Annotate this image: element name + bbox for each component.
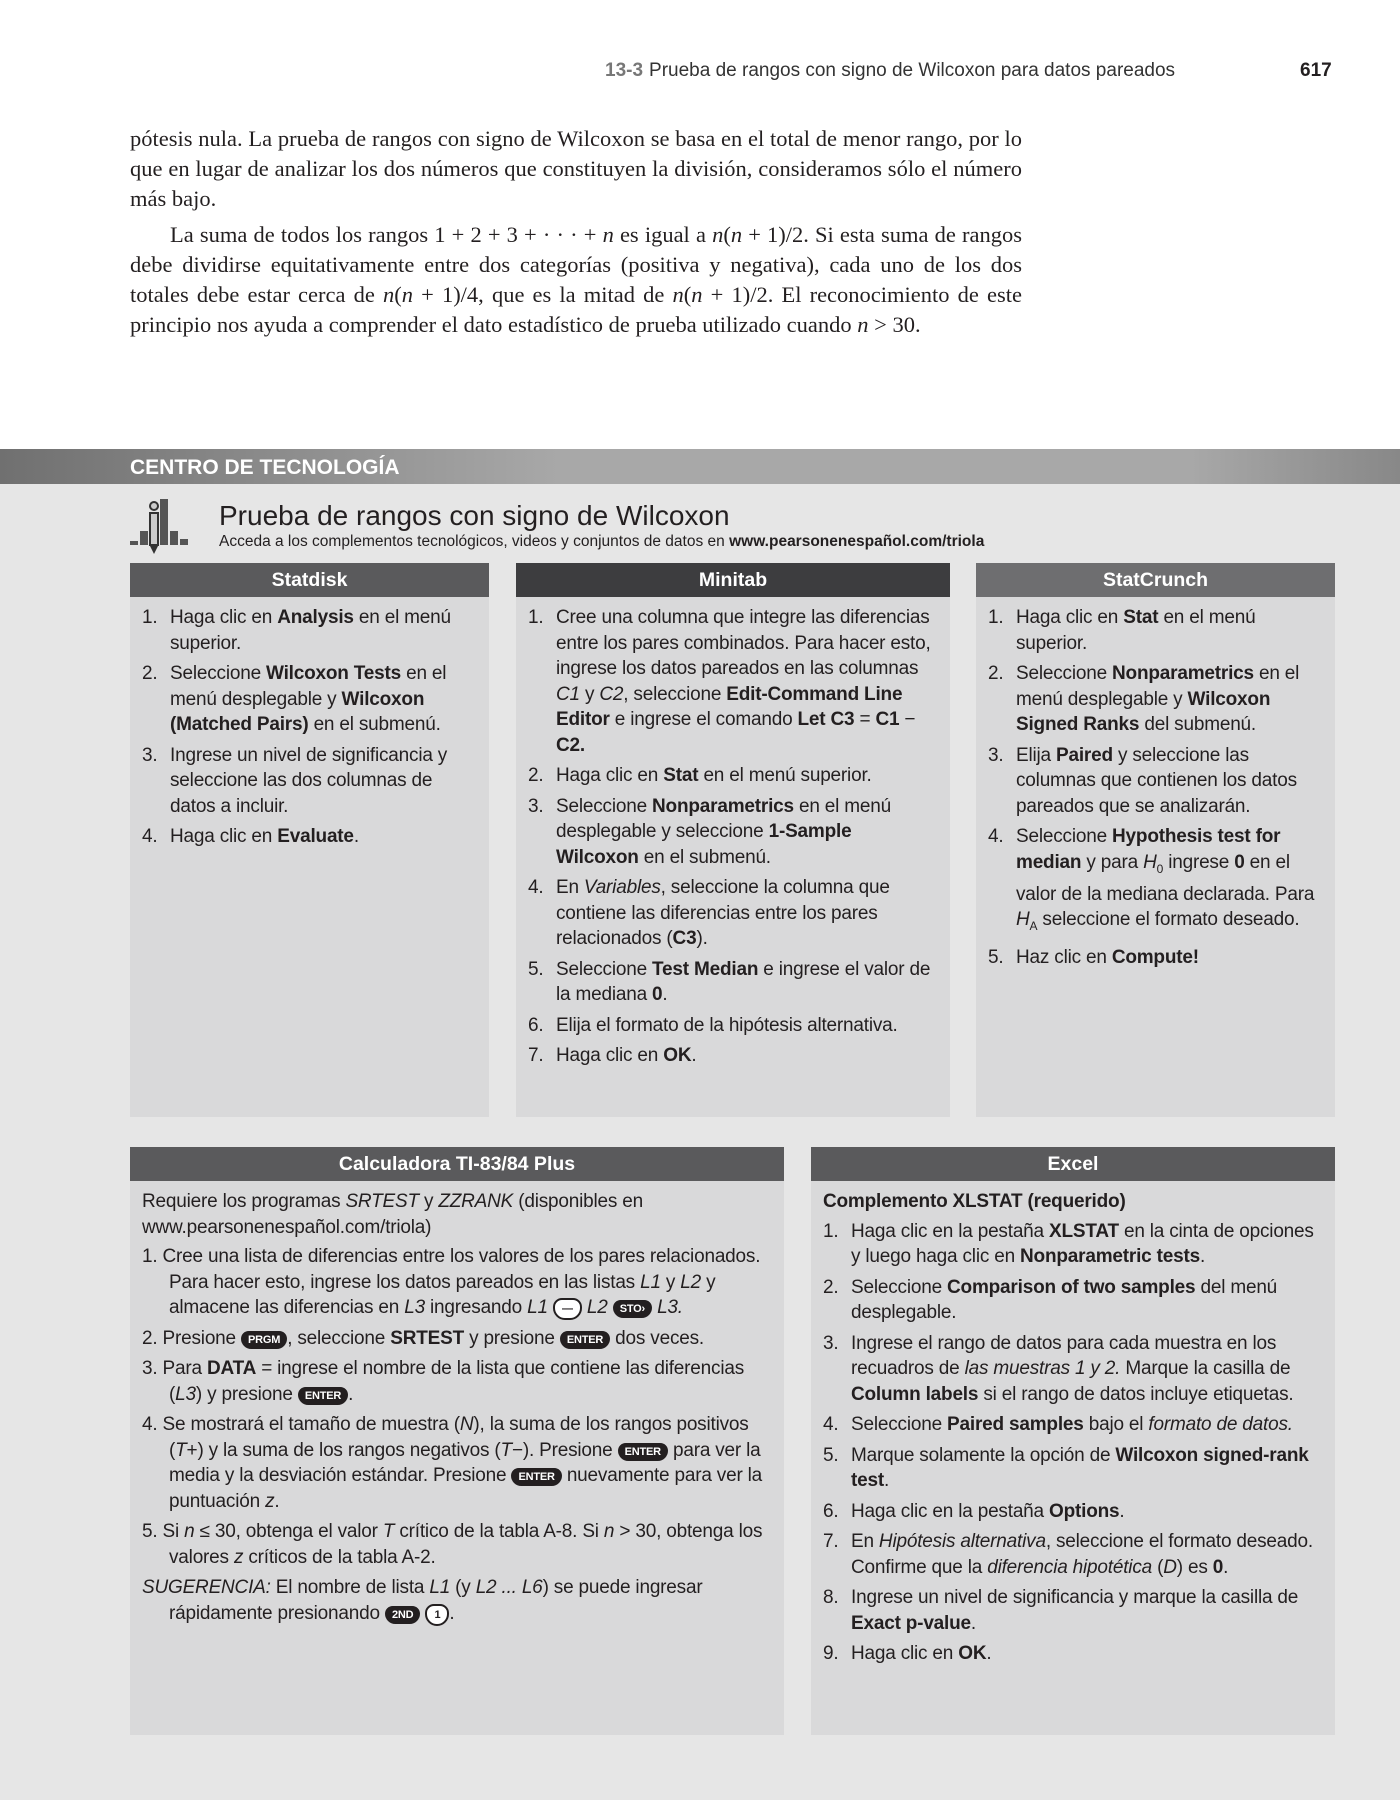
step-item bbox=[988, 945, 1321, 971]
text-run: L2 bbox=[680, 1271, 702, 1293]
step-number: 6. bbox=[528, 1014, 544, 1036]
text-run: Elija bbox=[1016, 744, 1056, 766]
text-run: Haga clic en bbox=[170, 826, 278, 847]
text-run: z bbox=[233, 1546, 244, 1568]
text-run: SUGERENCIA: bbox=[142, 1577, 271, 1598]
step-item bbox=[142, 605, 475, 656]
text-run: . bbox=[970, 1612, 976, 1634]
text-run: SRTEST bbox=[390, 1327, 464, 1349]
step-number: 2. bbox=[142, 1327, 163, 1349]
text-run: OK bbox=[958, 1643, 987, 1664]
body-text bbox=[130, 124, 1022, 340]
text-run: Seleccione bbox=[556, 795, 653, 817]
text-run: C1 bbox=[556, 683, 580, 705]
text-run: e ingrese el comando bbox=[609, 709, 798, 730]
text-run: Stat bbox=[663, 765, 699, 786]
step-number: 9. bbox=[823, 1643, 839, 1664]
text-run: Cree una lista de diferencias entre los valores de los pares relacionados. Para hacer esto, ingrese los datos pareados en las listas bbox=[162, 1246, 761, 1293]
step-number: 2. bbox=[823, 1276, 839, 1298]
step-item bbox=[528, 605, 936, 758]
text-run: Para bbox=[162, 1358, 207, 1379]
step-item bbox=[142, 824, 475, 850]
text-run: D bbox=[1163, 1556, 1177, 1578]
statcrunch-header: StatCrunch bbox=[976, 563, 1335, 597]
text-run: Haga clic en bbox=[170, 607, 278, 628]
excel-panel bbox=[811, 1147, 1335, 1735]
text-run: y presione bbox=[463, 1327, 560, 1349]
text-run: ingresando bbox=[424, 1297, 528, 1318]
statcrunch-panel bbox=[976, 563, 1335, 1117]
text-run: > 30. bbox=[868, 312, 921, 337]
calculator-key-icon: ENTER bbox=[618, 1443, 668, 1461]
text-run: Wilcoxon Tests bbox=[266, 663, 402, 684]
text-run: Requiere los programas bbox=[142, 1191, 346, 1212]
text-run: Seleccione bbox=[851, 1414, 948, 1435]
text-run: es igual a bbox=[613, 222, 713, 247]
step-number: 1. bbox=[142, 1246, 163, 1267]
text-run: 0 bbox=[1234, 851, 1245, 873]
text-run: n bbox=[730, 222, 743, 247]
text-run: en el submenú. bbox=[638, 846, 771, 868]
step-item bbox=[988, 605, 1321, 656]
text-run: . bbox=[353, 826, 359, 847]
text-run: n bbox=[603, 1521, 615, 1542]
text-run: T bbox=[175, 1439, 187, 1461]
ti-steps bbox=[142, 1244, 770, 1570]
step-number: 7. bbox=[823, 1531, 839, 1552]
step-number: 1. bbox=[142, 607, 158, 628]
text-run: L1 bbox=[640, 1271, 661, 1293]
step-number: 4. bbox=[528, 877, 544, 898]
text-run: Marque la casilla de bbox=[1120, 1358, 1291, 1379]
text-run: L3 bbox=[404, 1297, 425, 1318]
statdisk-panel bbox=[130, 563, 489, 1117]
text-run: Seleccione bbox=[1016, 663, 1113, 684]
step-number: 5. bbox=[988, 946, 1004, 968]
text-run: Elija el formato de la hipótesis alternativa. bbox=[556, 1014, 898, 1036]
text-run: = bbox=[854, 709, 876, 730]
text-run: . bbox=[348, 1383, 354, 1405]
text-run: Nonparametrics bbox=[1112, 663, 1254, 684]
excel-steps bbox=[823, 1219, 1321, 1667]
text-run: . bbox=[986, 1643, 992, 1664]
text-run: si el rango de datos incluye etiquetas. bbox=[978, 1383, 1294, 1405]
step-item bbox=[528, 1043, 936, 1069]
text-run: El nombre de lista bbox=[270, 1577, 430, 1598]
calculator-key-icon: ENTER bbox=[298, 1387, 348, 1405]
step-number: 5. bbox=[142, 1521, 163, 1542]
text-run: , seleccione bbox=[623, 683, 727, 705]
text-run: ZZRANK bbox=[438, 1191, 514, 1212]
text-run: La suma de todos los rangos 1 + 2 + 3 + · · · + bbox=[170, 222, 603, 247]
text-run: ( bbox=[394, 282, 402, 307]
text-run: Se mostrará el tamaño de muestra ( bbox=[162, 1414, 460, 1435]
text-run: Compute! bbox=[1111, 946, 1199, 968]
text-run: A bbox=[1029, 919, 1038, 934]
text-run: Haga clic en la pestaña bbox=[851, 1500, 1049, 1522]
text-run: n bbox=[383, 282, 395, 307]
step-item bbox=[823, 1443, 1321, 1494]
text-run: H bbox=[1016, 909, 1030, 931]
ti-calculator-panel bbox=[130, 1147, 784, 1735]
text-run: en el submenú. bbox=[308, 714, 441, 735]
text-run: 0 bbox=[1212, 1556, 1224, 1578]
text-run: en el menú superior. bbox=[170, 607, 451, 654]
text-run: +) y la suma de los rangos negativos ( bbox=[186, 1439, 501, 1461]
calculator-key-icon: ENTER bbox=[511, 1468, 561, 1486]
step-item bbox=[988, 743, 1321, 820]
tech-title: Prueba de rangos con signo de Wilcoxon bbox=[219, 500, 730, 531]
text-run: en el menú desplegable y seleccione bbox=[556, 795, 891, 842]
text-run: , seleccione la columna que contiene las diferencias entre los pares relacionados ( bbox=[556, 877, 890, 949]
text-run: T bbox=[500, 1439, 512, 1461]
step-item bbox=[142, 1356, 770, 1407]
text-run: C2 bbox=[599, 683, 624, 705]
text-run: Nonparametrics bbox=[652, 795, 794, 817]
calculator-key-icon: — bbox=[553, 1298, 582, 1320]
text-run: Marque solamente la opción de bbox=[851, 1444, 1116, 1466]
text-run: Evaluate bbox=[277, 826, 354, 847]
text-run: . bbox=[1223, 1556, 1229, 1578]
step-number: 2. bbox=[142, 663, 158, 684]
step-number: 3. bbox=[142, 1358, 163, 1379]
tech-subtitle bbox=[219, 533, 984, 551]
minitab-header: Minitab bbox=[516, 563, 950, 597]
text-run: (y bbox=[450, 1577, 476, 1598]
text-run: L1 bbox=[527, 1297, 548, 1318]
text-run: Analysis bbox=[277, 607, 354, 628]
text-run: + 1)/2. El reconocimiento de este principio nos ayuda a comprender el dato estadístico de prueba utilizado cuando bbox=[130, 282, 1022, 337]
text-run: OK bbox=[663, 1045, 692, 1066]
text-run: y bbox=[579, 683, 600, 705]
step-number: 4. bbox=[142, 826, 158, 847]
text-run: L2 ... L6 bbox=[475, 1577, 543, 1598]
paragraph: pótesis nula. La prueba de rangos con signo de Wilcoxon se basa en el total de menor rango, por lo que en lugar de analizar los dos números que constituyen la división, consideramos sólo el número más bajo. bbox=[130, 126, 1022, 211]
text-run: − bbox=[899, 709, 916, 730]
text-run: Stat bbox=[1123, 607, 1159, 628]
text-run: Test Median bbox=[652, 958, 759, 980]
step-number: 3. bbox=[988, 744, 1004, 766]
step-number: 8. bbox=[823, 1587, 839, 1608]
text-run: críticos de la tabla A-2. bbox=[243, 1546, 436, 1568]
text-run: ). bbox=[696, 928, 708, 949]
text-run: Hipótesis alternativa bbox=[878, 1531, 1046, 1552]
text-run: , seleccione el formato deseado. Confirme que la bbox=[851, 1531, 1313, 1578]
text-run: formato de datos. bbox=[1148, 1414, 1293, 1435]
text-run: Seleccione bbox=[556, 958, 653, 980]
text-run: −). Presione bbox=[511, 1439, 618, 1461]
step-item bbox=[823, 1275, 1321, 1326]
text-run: en el menú desplegable y bbox=[1016, 663, 1300, 710]
excel-header: Excel bbox=[811, 1147, 1335, 1181]
step-item bbox=[528, 875, 936, 952]
text-run: y almacene las diferencias en bbox=[169, 1271, 716, 1318]
section-title: Prueba de rangos con signo de Wilcoxon para datos pareados bbox=[649, 60, 1176, 81]
step-number: 1. bbox=[528, 607, 544, 628]
text-run: Seleccione bbox=[170, 663, 267, 684]
statcrunch-steps bbox=[988, 605, 1321, 970]
text-run: ) es bbox=[1176, 1556, 1213, 1578]
text-run: en el menú superior. bbox=[1016, 607, 1256, 654]
text-run: Edit-Command Line Editor bbox=[556, 683, 903, 730]
text-run: ) y presione bbox=[195, 1383, 298, 1405]
text-run: ), la suma de los rangos positivos ( bbox=[169, 1414, 749, 1461]
text-run: Si bbox=[162, 1521, 185, 1542]
text-run: DATA bbox=[206, 1358, 257, 1379]
text-run: Ingrese un nivel de significancia y seleccione las dos columnas de datos a incluir. bbox=[170, 744, 448, 817]
step-number: 1. bbox=[823, 1220, 839, 1242]
text-run: Wilcoxon (Matched Pairs) bbox=[170, 688, 425, 735]
ti-intro bbox=[142, 1189, 770, 1240]
step-item bbox=[823, 1585, 1321, 1636]
text-run: Ingrese el rango de datos para cada muestra en los recuadros de bbox=[851, 1332, 1277, 1379]
text-run: Seleccione bbox=[851, 1276, 948, 1298]
text-run: C3 bbox=[672, 928, 697, 949]
text-run: . bbox=[274, 1490, 280, 1512]
text-run: n bbox=[184, 1521, 195, 1542]
step-number: 4. bbox=[823, 1414, 839, 1435]
text-run: 0 bbox=[652, 984, 663, 1005]
paragraph bbox=[130, 220, 1022, 340]
text-run: T bbox=[382, 1521, 395, 1542]
text-run: ingrese bbox=[1163, 851, 1235, 873]
text-run: Hypothesis test for median bbox=[1016, 826, 1281, 873]
step-number: 4. bbox=[988, 826, 1004, 847]
text-run: y seleccione las columnas que contienen los datos pareados que se analizarán. bbox=[1016, 744, 1297, 817]
text-run: n bbox=[857, 312, 869, 337]
statdisk-header: Statdisk bbox=[130, 563, 489, 597]
text-run: 0 bbox=[1156, 861, 1164, 876]
text-run: . bbox=[449, 1602, 455, 1624]
text-run: ) se puede ingresar rápidamente presionando bbox=[169, 1577, 703, 1624]
step-item bbox=[823, 1219, 1321, 1270]
text-run: C1 bbox=[875, 709, 900, 730]
section-number: 13-3 bbox=[605, 60, 644, 81]
calculator-key-icon: ENTER bbox=[560, 1331, 610, 1349]
text-run: Presione bbox=[162, 1327, 241, 1349]
calculator-key-icon: PRGM bbox=[241, 1331, 287, 1349]
statdisk-steps bbox=[142, 605, 475, 850]
text-run: Haga clic en la pestaña bbox=[851, 1220, 1049, 1242]
text-run: ( bbox=[1152, 1556, 1164, 1578]
text-run: . bbox=[691, 1045, 697, 1066]
text-run: Ingrese un nivel de significancia y marque la casilla de bbox=[851, 1587, 1299, 1608]
text-run: y bbox=[418, 1191, 439, 1212]
text-run: ( bbox=[683, 282, 692, 307]
text-run: . bbox=[884, 1470, 890, 1491]
step-item bbox=[142, 1412, 770, 1514]
text-run: L2 bbox=[586, 1297, 608, 1318]
text-run: en el menú desplegable y bbox=[170, 663, 447, 710]
text-run: Wilcoxon signed-rank test bbox=[851, 1444, 1309, 1491]
calculator-key-icon: 1 bbox=[425, 1604, 449, 1626]
step-item bbox=[142, 1326, 770, 1352]
text-run: en el menú superior. bbox=[698, 765, 872, 786]
text-run: SRTEST bbox=[345, 1191, 419, 1212]
text-run: L3. bbox=[657, 1297, 683, 1318]
step-item bbox=[988, 824, 1321, 940]
text-run: N bbox=[459, 1414, 474, 1435]
step-number: 7. bbox=[528, 1045, 544, 1066]
step-number: 5. bbox=[528, 958, 544, 980]
text-run: Seleccione bbox=[1016, 826, 1113, 847]
text-run: Paired bbox=[1055, 744, 1113, 766]
text-run: 1-Sample Wilcoxon bbox=[556, 821, 852, 868]
text-run: seleccione el formato deseado. bbox=[1037, 909, 1300, 931]
step-number: 6. bbox=[823, 1500, 839, 1522]
text-run: las muestras 1 y 2. bbox=[964, 1358, 1121, 1379]
text-run: n bbox=[602, 222, 614, 247]
tech-center-banner: CENTRO DE TECNOLOGÍA bbox=[0, 449, 1400, 484]
text-run: Let C3 bbox=[797, 709, 855, 730]
text-run: . bbox=[662, 984, 668, 1005]
text-run: H bbox=[1143, 851, 1157, 873]
text-run: + 1)/2. Si esta suma de rangos debe dividirse equitativamente entre dos categorías (positiva y negativa), cada uno de los dos totales debe estar cerca de bbox=[130, 222, 1023, 307]
text-run: Cree una columna que integre las diferencias entre los pares combinados. Para hacer esto, ingrese los datos pareados en las columnas bbox=[556, 607, 931, 679]
text-run: L3 bbox=[175, 1383, 196, 1405]
step-item bbox=[142, 743, 475, 820]
text-run: del submenú. bbox=[1139, 714, 1257, 735]
text-run: crítico de la tabla A-8. Si bbox=[394, 1521, 604, 1542]
step-number: 3. bbox=[823, 1332, 839, 1354]
calculator-key-icon: STO› bbox=[613, 1300, 652, 1318]
text-run: en la cinta de opciones y luego haga clic en bbox=[851, 1220, 1314, 1267]
text-run: Column labels bbox=[851, 1383, 979, 1405]
step-item bbox=[528, 957, 936, 1008]
step-item bbox=[823, 1499, 1321, 1525]
text-run: bajo el bbox=[1083, 1414, 1149, 1435]
text-run: nuevamente para ver la puntuación bbox=[169, 1465, 763, 1512]
step-item bbox=[142, 1519, 770, 1570]
step-item bbox=[142, 661, 475, 738]
text-run: + 1)/4, que es la mitad de bbox=[413, 282, 673, 307]
text-run: XLSTAT bbox=[1049, 1220, 1119, 1242]
text-run: Comparison of two samples bbox=[947, 1276, 1196, 1298]
text-run: (disponibles en www.pearsonenespañol.com/triola) bbox=[142, 1191, 644, 1238]
text-run: Haga clic en bbox=[556, 765, 664, 786]
text-run: En bbox=[556, 877, 584, 898]
text-run: Haga clic en bbox=[851, 1643, 959, 1664]
text-run: Variables bbox=[583, 877, 661, 898]
step-item bbox=[528, 794, 936, 871]
calculator-key-icon: 2ND bbox=[385, 1606, 420, 1624]
text-run: Wilcoxon Signed Ranks bbox=[1016, 688, 1271, 735]
text-run: del menú desplegable. bbox=[851, 1276, 1278, 1323]
text-run: diferencia hipotética bbox=[987, 1556, 1152, 1578]
text-run: Haz clic en bbox=[1016, 946, 1112, 968]
step-number: 3. bbox=[528, 795, 544, 817]
ti-header: Calculadora TI-83/84 Plus bbox=[130, 1147, 784, 1181]
step-number: 3. bbox=[142, 744, 158, 766]
text-run: y para bbox=[1081, 851, 1144, 873]
text-run: n bbox=[691, 282, 703, 307]
step-item bbox=[823, 1641, 1321, 1667]
step-number: 4. bbox=[142, 1414, 163, 1435]
text-run: Acceda a los complementos tecnológicos, videos y conjuntos de datos en bbox=[219, 533, 730, 550]
step-number: 2. bbox=[528, 765, 544, 786]
step-item bbox=[823, 1331, 1321, 1408]
step-item bbox=[528, 763, 936, 789]
step-item bbox=[823, 1529, 1321, 1580]
text-run: > 30, obtenga los valores bbox=[169, 1521, 763, 1568]
text-run: n bbox=[672, 282, 684, 307]
text-run: e ingrese el valor de la mediana bbox=[556, 958, 931, 1005]
text-run: Haga clic en bbox=[1016, 607, 1124, 628]
text-run bbox=[608, 1297, 613, 1318]
text-run: n bbox=[401, 282, 413, 307]
text-run: y bbox=[660, 1271, 681, 1293]
text-run: Nonparametric tests bbox=[1020, 1246, 1200, 1267]
text-run: En bbox=[851, 1531, 879, 1552]
step-number: 1. bbox=[988, 607, 1004, 628]
text-run: , seleccione bbox=[287, 1327, 391, 1349]
text-run: en el valor de la mediana declarada. Para bbox=[1016, 851, 1315, 905]
text-run: . bbox=[1199, 1246, 1206, 1267]
step-item bbox=[142, 1244, 770, 1321]
text-run: z bbox=[265, 1490, 275, 1512]
text-run: . bbox=[1119, 1500, 1125, 1522]
page-number: 617 bbox=[1300, 60, 1332, 81]
text-run: ( bbox=[723, 222, 731, 247]
text-run: C2. bbox=[556, 734, 585, 756]
excel-heading: Complemento XLSTAT (requerido) bbox=[823, 1191, 1126, 1212]
text-run: Options bbox=[1049, 1500, 1120, 1522]
text-run: Paired samples bbox=[947, 1414, 1084, 1435]
text-run: = ingrese el nombre de la lista que contiene las diferencias ( bbox=[169, 1358, 745, 1405]
text-run: Exact p-value bbox=[851, 1612, 971, 1634]
step-item bbox=[528, 1013, 936, 1039]
step-item bbox=[988, 661, 1321, 738]
text-run: para ver la media y la desviación estándar. Presione bbox=[169, 1439, 761, 1486]
text-run: n bbox=[712, 222, 724, 247]
chart-pencil-logo-icon bbox=[130, 495, 212, 559]
ti-tip bbox=[142, 1575, 770, 1626]
text-run: www.pearsonenespañol.com/triola bbox=[729, 533, 985, 550]
text-run: Haga clic en bbox=[556, 1045, 664, 1066]
text-run: dos veces. bbox=[610, 1327, 704, 1349]
step-number: 5. bbox=[823, 1444, 839, 1466]
step-number: 2. bbox=[988, 663, 1004, 684]
minitab-panel bbox=[516, 563, 950, 1117]
running-header bbox=[605, 60, 1175, 82]
minitab-steps bbox=[528, 605, 936, 1069]
text-run: L1 bbox=[429, 1577, 451, 1598]
text-run: ≤ 30, obtenga el valor bbox=[194, 1521, 383, 1542]
step-item bbox=[823, 1412, 1321, 1438]
